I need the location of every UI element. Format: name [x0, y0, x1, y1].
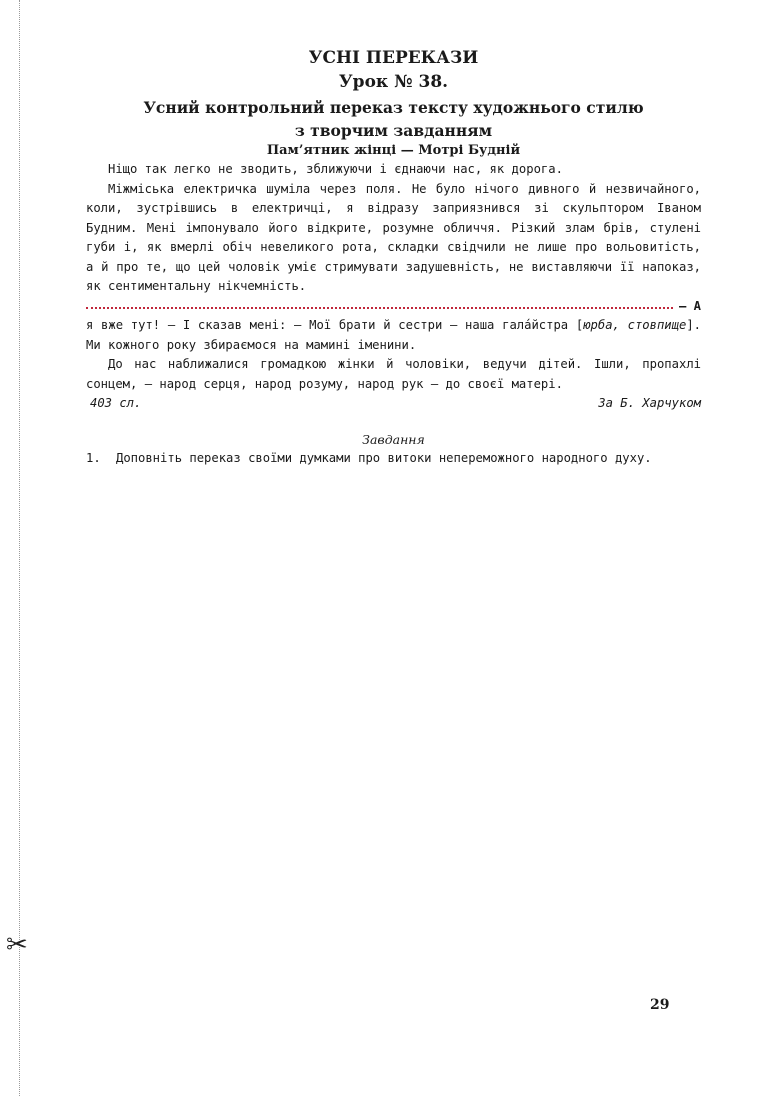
gap-tail: — А [678, 298, 701, 313]
scissors-icon: ✂ [6, 930, 28, 960]
text-body [86, 160, 701, 414]
signature-row [86, 394, 701, 414]
paragraph-3-end: ]. Ми кожного року збираємося на мамині іменини. [86, 318, 701, 352]
lesson-title-line2: з творчим завданням [294, 121, 493, 140]
paragraph-2: Міжміська електричка шуміла через поля. Не було нічого дивного й незвичайного, коли, зустрівшись в електричці, я відразу заприязнився зі скульптором Іваном Будним. Мені імпонувало його відкрите, розумне обличчя. Різкий злам брів, стулені губи і, як вмерлі обіч невеликого рота, складки свідчили не лише про вольовитість, а й про те, що цей чоловік уміє стримувати задушевність, не виставляючи її напоказ, як сентиментальну нікчемність. [86, 181, 701, 293]
word-count: 403 сл. [90, 396, 142, 410]
text-title: Пам’ятник жінці — Мотрі Будній [266, 143, 521, 158]
paragraph-3 [86, 316, 701, 355]
lesson-title-line1: Усний контрольний переказ тексту художнього стилю [143, 98, 644, 117]
paragraph-4: До нас наближалися громадкою жінки й чоловіки, ведучи дітей. Ішли, пропахлі сонцем, — народ серця, народ розуму, народ рук — до своєї матері. [86, 357, 701, 391]
omitted-fragment-line [86, 297, 701, 317]
task-heading: Завдання [362, 431, 425, 447]
paragraph-3-start: я вже тут! — І сказав мені: — Мої брати й сестри — наша галáйстра [ [86, 318, 584, 332]
paragraph-1: Ніщо так легко не зводить, зближуючи і єднаючи нас, як дорога. [108, 162, 563, 176]
omitted-fragment-dots [86, 307, 673, 309]
gloss: юрба, стовпище [583, 318, 687, 332]
task-number: 1. [86, 450, 101, 465]
lesson-heading: Урок № 38. [338, 72, 449, 92]
author-credit: За Б. Харчуком [598, 396, 701, 410]
page-content [86, 46, 701, 468]
task-item [86, 449, 701, 469]
task-text: Доповніть переказ своїми думками про витоки непереможного народного духу. [116, 450, 652, 465]
section-heading: УСНІ ПЕРЕКАЗИ [308, 48, 479, 68]
page-number: 29 [650, 997, 670, 1013]
